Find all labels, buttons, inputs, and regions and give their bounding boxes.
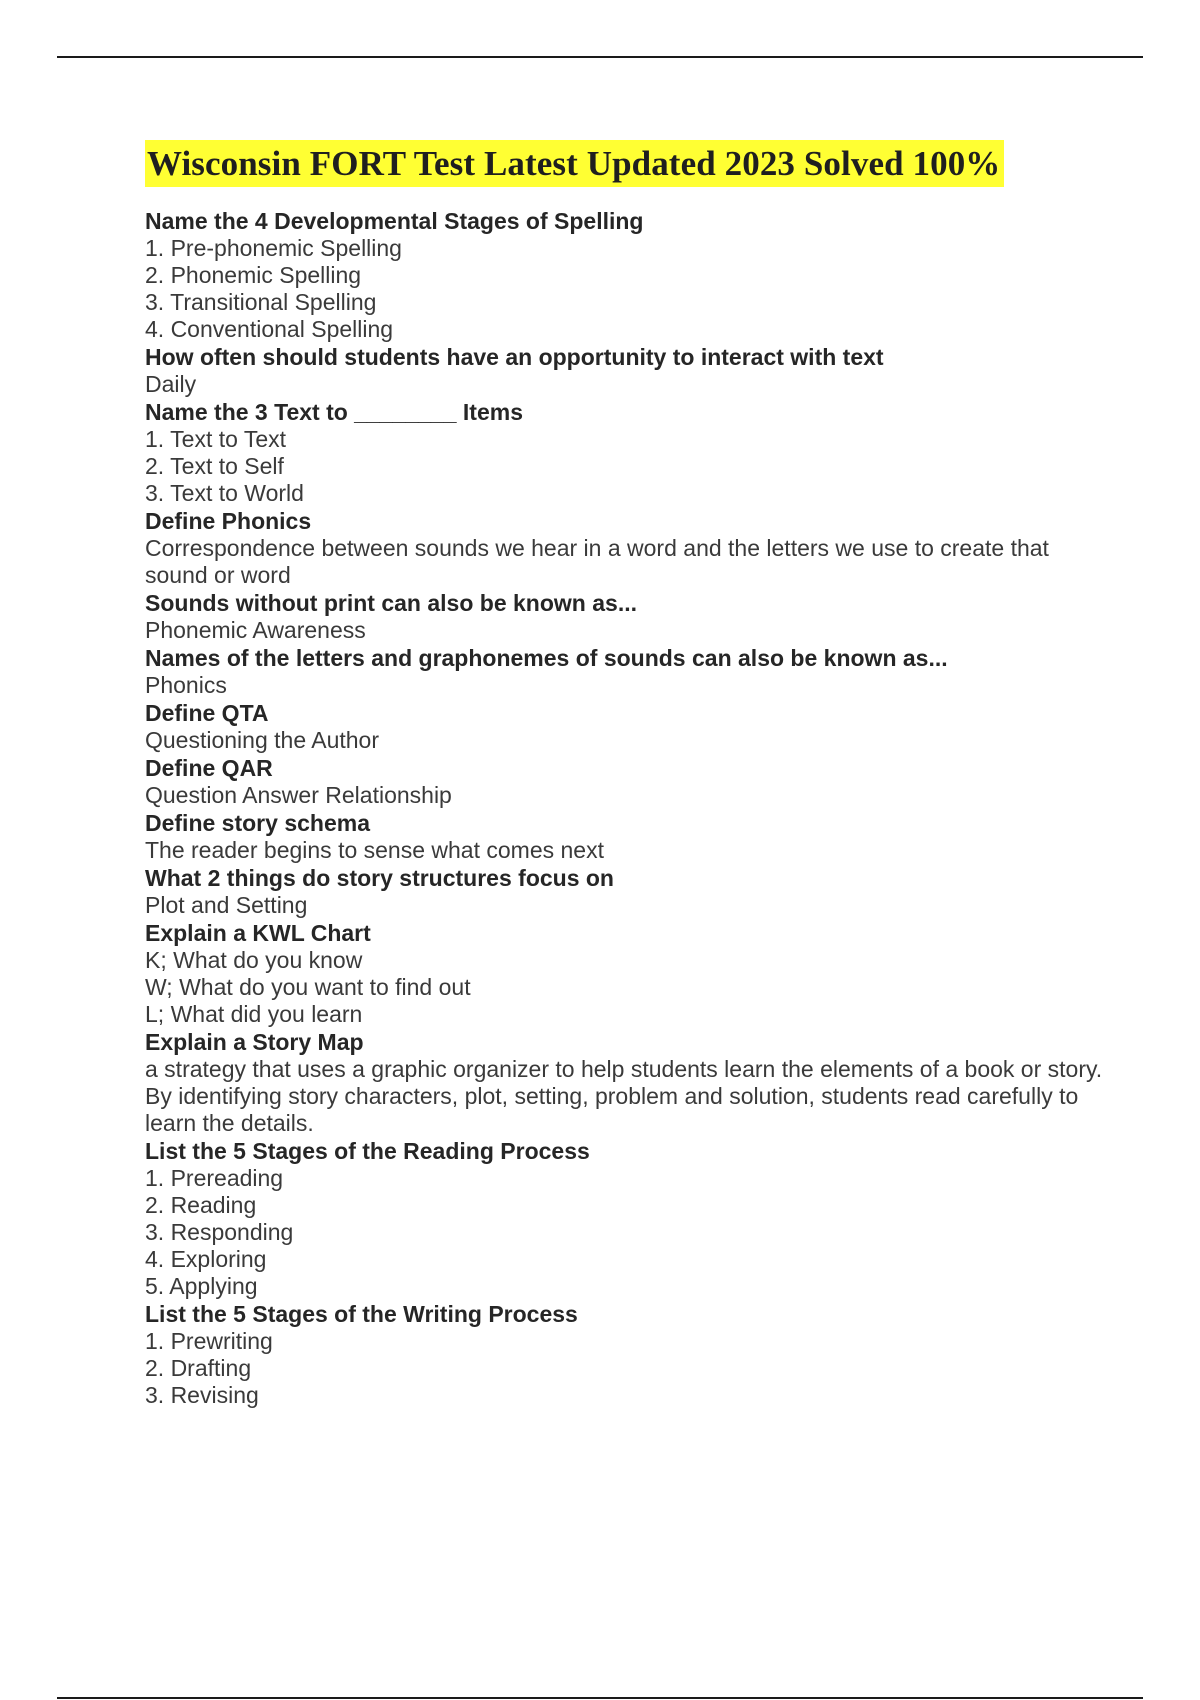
question: Define story schema xyxy=(145,810,370,836)
question: Define Phonics xyxy=(145,508,312,534)
question: Explain a KWL Chart xyxy=(145,920,371,946)
answer xyxy=(145,535,1105,589)
answer-line: Phonemic Awareness xyxy=(145,617,366,643)
document-body xyxy=(145,140,1105,1409)
answer xyxy=(145,1056,1105,1137)
answer-line: 4. Exploring xyxy=(145,1246,267,1272)
qa-item xyxy=(145,507,1105,589)
qa-item xyxy=(145,207,1105,343)
answer-line: The reader begins to sense what comes next xyxy=(145,837,604,863)
answer-line: K; What do you know xyxy=(145,947,363,973)
document-title: Wisconsin FORT Test Latest Updated 2023 Solved 100% xyxy=(145,140,1004,187)
answer-line: 2. Reading xyxy=(145,1192,257,1218)
answer-line: a strategy that uses a graphic organizer to help students learn the elements of a book or story. By identifying story characters, plot, setting, problem and solution, students read carefully to learn the details. xyxy=(145,1056,1103,1136)
qa-item xyxy=(145,343,1105,398)
question: Define QAR xyxy=(145,755,273,781)
qa-item xyxy=(145,1300,1105,1409)
answer-line: Questioning the Author xyxy=(145,727,379,753)
answer-line: 3. Transitional Spelling xyxy=(145,289,377,315)
answer-line: 3. Responding xyxy=(145,1219,294,1245)
answer xyxy=(145,837,1105,864)
answer xyxy=(145,1165,1105,1300)
answer-line: Plot and Setting xyxy=(145,892,308,918)
answer-line: Question Answer Relationship xyxy=(145,782,452,808)
answer-line: 3. Text to World xyxy=(145,480,304,506)
answer-line: 1. Prewriting xyxy=(145,1328,273,1354)
answer-line: 5. Applying xyxy=(145,1273,258,1299)
qa-item xyxy=(145,398,1105,507)
qa-item xyxy=(145,919,1105,1028)
qa-item xyxy=(145,864,1105,919)
bottom-rule xyxy=(57,1697,1143,1699)
answer-line: 2. Phonemic Spelling xyxy=(145,262,362,288)
answer xyxy=(145,892,1105,919)
qa-item xyxy=(145,1137,1105,1300)
answer-line: 2. Drafting xyxy=(145,1355,252,1381)
question: How often should students have an opportunity to interact with text xyxy=(145,344,884,370)
answer xyxy=(145,426,1105,507)
answer-line: 4. Conventional Spelling xyxy=(145,316,394,342)
answer-line: Daily xyxy=(145,371,197,397)
qa-item xyxy=(145,1028,1105,1137)
qa-item xyxy=(145,644,1105,699)
answer-line: 1. Prereading xyxy=(145,1165,284,1191)
answer xyxy=(145,617,1105,644)
question: Explain a Story Map xyxy=(145,1029,364,1055)
answer-line: Correspondence between sounds we hear in a word and the letters we use to create that sound or word xyxy=(145,535,1049,588)
answer-line: 1. Text to Text xyxy=(145,426,287,452)
answer-line: Phonics xyxy=(145,672,227,698)
answer-line: 3. Revising xyxy=(145,1382,259,1408)
answer xyxy=(145,727,1105,754)
question: Name the 4 Developmental Stages of Spelling xyxy=(145,208,644,234)
answer-line: 1. Pre-phonemic Spelling xyxy=(145,235,402,261)
answer xyxy=(145,947,1105,1028)
qa-item xyxy=(145,754,1105,809)
answer xyxy=(145,672,1105,699)
answer xyxy=(145,782,1105,809)
top-rule xyxy=(57,56,1143,58)
question: Names of the letters and graphonemes of sounds can also be known as... xyxy=(145,645,948,671)
title-wrap xyxy=(145,140,1105,187)
qa-item xyxy=(145,809,1105,864)
qa-item xyxy=(145,699,1105,754)
answer xyxy=(145,371,1105,398)
question: What 2 things do story structures focus on xyxy=(145,865,614,891)
answer xyxy=(145,1328,1105,1409)
question: Define QTA xyxy=(145,700,269,726)
question: List the 5 Stages of the Writing Process xyxy=(145,1301,578,1327)
answer-line: W; What do you want to find out xyxy=(145,974,471,1000)
answer-line: L; What did you learn xyxy=(145,1001,363,1027)
question: List the 5 Stages of the Reading Process xyxy=(145,1138,590,1164)
answer-line: 2. Text to Self xyxy=(145,453,284,479)
question: Sounds without print can also be known as... xyxy=(145,590,637,616)
answer xyxy=(145,235,1105,343)
qa-item xyxy=(145,589,1105,644)
question: Name the 3 Text to ________ Items xyxy=(145,399,523,425)
